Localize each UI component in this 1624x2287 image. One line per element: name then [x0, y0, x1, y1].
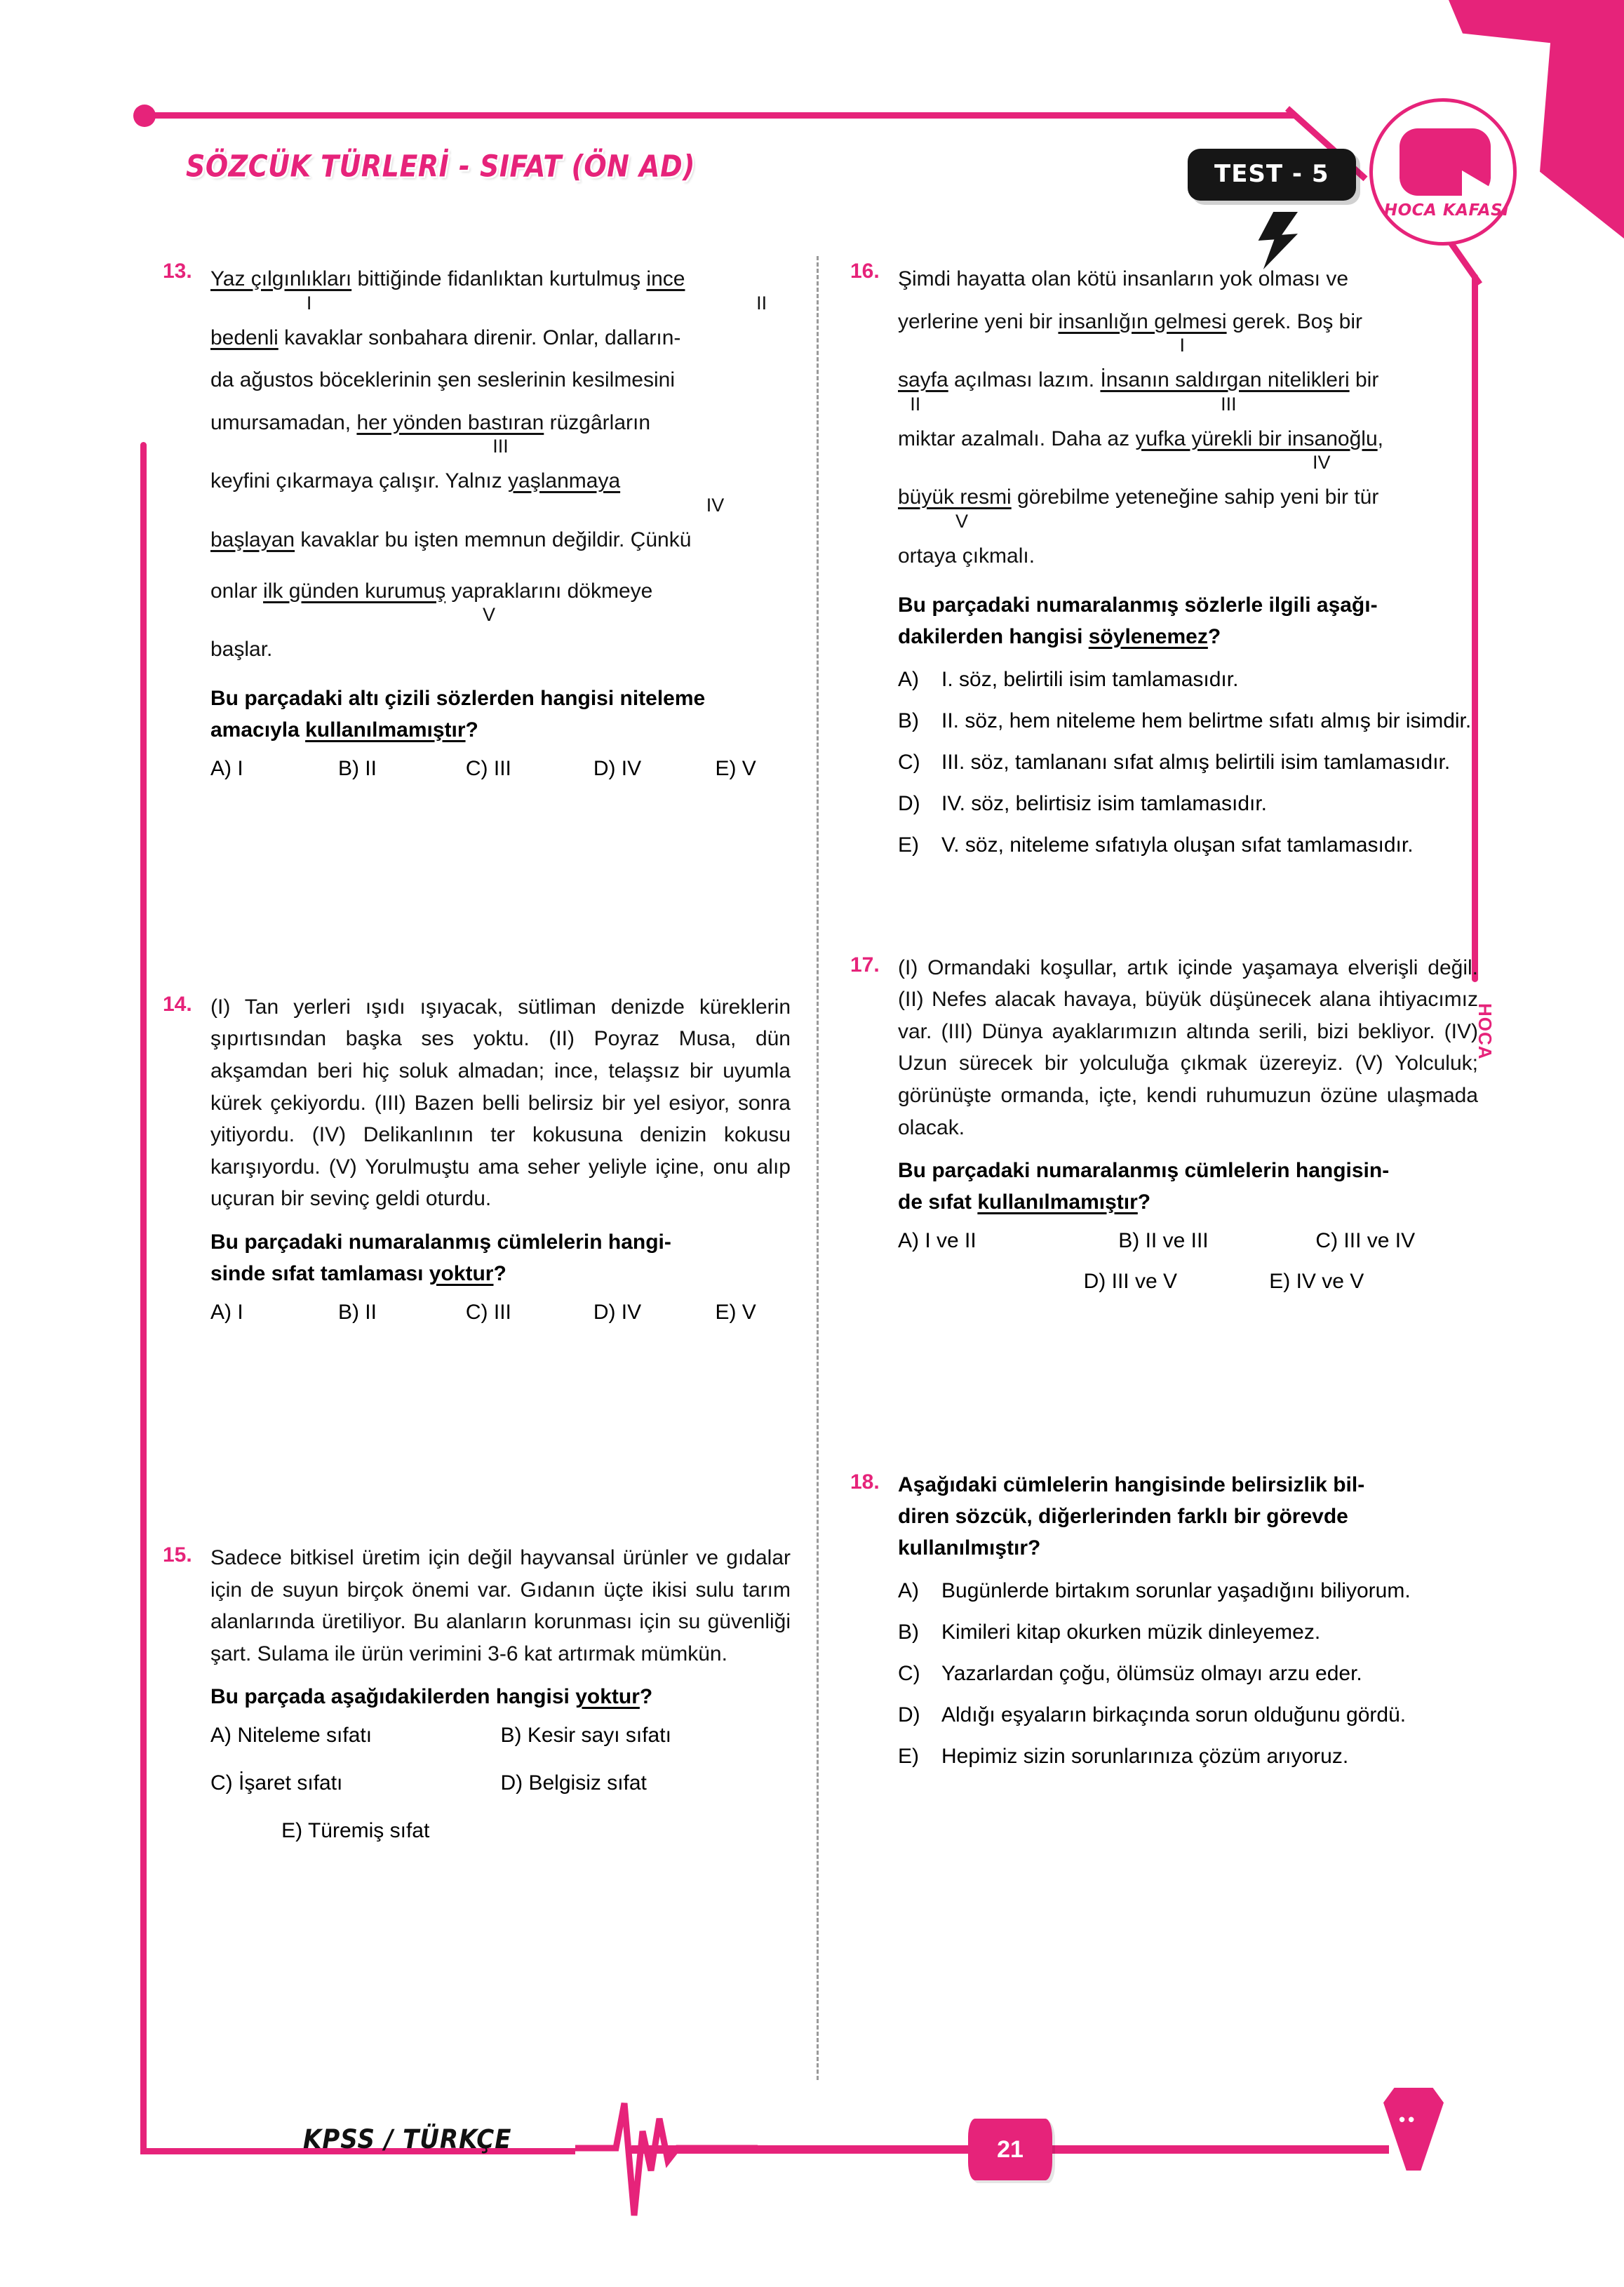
option-c[interactable]: C) İşaret sıfatı [210, 1771, 343, 1795]
answer-options [898, 1229, 1478, 1294]
option-key: B) [898, 709, 919, 732]
option-e[interactable]: E) V [715, 1300, 756, 1324]
option-b[interactable] [898, 1616, 1478, 1648]
option-text: Aldığı eşyaların birkaçında sorun olduğunu gördü. [941, 1703, 1407, 1727]
option-c[interactable]: C) III [465, 756, 511, 780]
option-e[interactable]: E) V [715, 756, 756, 780]
option-d[interactable]: D) Belgisiz sıfat [500, 1771, 647, 1795]
top-rule [145, 112, 1295, 119]
answer-options [210, 1301, 791, 1324]
question-stem: Aşağıdaki cümlelerin hangisinde belirsizlik bil- diren sözcük, diğerlerinden farklı bir görevde kullanılmıştır? [898, 1473, 1365, 1560]
test-badge: TEST - 5 [1188, 149, 1356, 201]
question-number: 15. [163, 1543, 192, 1567]
question-15 [163, 1542, 791, 1843]
option-text: Yazarlardan çoğu, ölümsüz olmayı arzu eder. [941, 1662, 1362, 1686]
brand-logo [1369, 98, 1517, 246]
question-paragraph: Sadece bitkisel üretim için değil hayvansal ürünler ve gıdalar için de suyun birçok önemi var. Gıdanın üçte ikisi sulu tarım alanlarında üretiliyor. Bu alanların korunması için su güvenliği şart. Sulama ile ürün verimini 3-6 kat artırmak mümkün. [210, 1545, 791, 1665]
question-16 [850, 258, 1478, 871]
option-key: D) [898, 1703, 920, 1727]
option-e[interactable] [898, 829, 1478, 861]
question-paragraph: Şimdi hayatta olan kötü insanların yok olması ve yerlerine yeni bir insanlığın gelmesi gerek. Boş bir I sayfa açılması lazım. İnsanın saldırgan nitelikleri bir II III miktar azalmalı. Daha az yufka yürekli bir insanoğlu, IV büyük resmi görebilme yeteneğine sahip yeni bir tür V ortaya çıkmalı. [898, 267, 1383, 568]
option-a[interactable] [898, 664, 1478, 695]
option-b[interactable]: B) Kesir sayı sıfatı [500, 1724, 671, 1748]
option-key: D) [898, 791, 920, 815]
question-number: 18. [850, 1470, 880, 1494]
option-d[interactable]: D) IV [593, 1300, 642, 1324]
option-text: Bugünlerde birtakım sorunlar yaşadığını biliyorum. [941, 1579, 1411, 1603]
right-column [850, 258, 1478, 1788]
question-number: 13. [163, 260, 192, 283]
option-text: I. söz, belirtili isim tamlamasıdır. [941, 667, 1239, 691]
side-brand-tag: HOCA [1475, 1003, 1496, 1060]
play-button-icon [1400, 128, 1491, 196]
answer-options [210, 1724, 791, 1843]
question-paragraph: (I) Tan yerleri ışıdı ışıyacak, sütliman denizde küreklerin şıpırtısından başka ses yoktu. (II) Poyraz Musa, dün akşamdan beri hiç soluk almadan; ince, telaşsız bir uyumla kürek çekiyordu. (III) Bazen belli belirsiz bir yel esiyor, sonra yitiyordu. (IV) Delikanlının ter kokusuna denizin kokusu karışıyordu. (V) Yorulmuştu ama seher yeliyle içine, onu alıp uçuran bir sevinç geldi oturdu. [210, 995, 791, 1211]
question-stem: Bu parçadaki numaralanmış cümlelerin hangi- sinde sıfat tamlaması yoktur? [210, 1230, 671, 1285]
footer-brand: KPSS / TÜRKÇE [303, 2124, 512, 2155]
brand-logo-label: HOCA KAFASI [1383, 201, 1510, 220]
question-stem: Bu parçadaki numaralanmış cümlelerin hangisin- de sıfat kullanılmamıştır? [898, 1159, 1390, 1214]
option-d[interactable] [898, 1699, 1478, 1731]
option-d[interactable]: D) III ve V [1083, 1270, 1177, 1294]
option-key: C) [898, 750, 920, 774]
question-18 [850, 1469, 1478, 1782]
question-13 [163, 258, 791, 781]
option-key: E) [898, 1745, 919, 1769]
option-b[interactable]: B) II [337, 756, 377, 780]
option-text: Hepimiz sizin sorunlarınıza çözüm arıyoruz. [941, 1745, 1349, 1769]
option-text: Kimileri kitap okurken müzik dinleyemez. [941, 1621, 1321, 1644]
answer-options [210, 757, 791, 781]
option-key: E) [898, 833, 919, 857]
question-number: 16. [850, 260, 880, 283]
option-text: II. söz, hem niteleme hem belirtme sıfatı almış bir isimdir. [941, 709, 1472, 732]
question-number: 14. [163, 992, 192, 1016]
option-text: V. söz, niteleme sıfatıyla oluşan sıfat tamlamasıdır. [941, 833, 1414, 857]
option-d[interactable] [898, 788, 1478, 819]
option-key: A) [898, 667, 919, 691]
option-a[interactable]: A) I [210, 756, 243, 780]
question-paragraph: (I) Ormandaki koşullar, artık içinde yaşamaya elverişli değil. (II) Nefes alacak havaya, büyük düşünecek alana ihtiyacımız var. (III) Dünya ayaklarımızın altında serili, bizi bekliyor. (IV) Uzun sürecek bir yolculuğa çıkmak üzereyiz. (V) Yolculuk; görünüşte ormanda, içte, kendi ruhumuzun özüne ulaşmada olacak. [898, 955, 1478, 1139]
question-stem: Bu parçadaki altı çizili sözlerden hangisi niteleme amacıyla kullanılmamıştır? [210, 686, 706, 742]
heartbeat-icon [575, 2098, 758, 2224]
option-c[interactable] [898, 746, 1478, 778]
answer-options [898, 1575, 1478, 1772]
option-c[interactable] [898, 1658, 1478, 1689]
option-d[interactable]: D) IV [593, 756, 642, 780]
question-stem: Bu parçada aşağıdakilerden hangisi yoktur? [210, 1685, 653, 1709]
option-key: C) [898, 1662, 920, 1686]
option-e[interactable]: E) IV ve V [1269, 1270, 1364, 1294]
option-c[interactable]: C) III ve IV [1315, 1229, 1416, 1253]
page-number-badge: 21 [968, 2119, 1052, 2180]
answer-options [898, 664, 1478, 861]
option-key: A) [898, 1579, 919, 1603]
option-a[interactable]: A) I ve II [898, 1229, 977, 1253]
option-a[interactable] [898, 1575, 1478, 1607]
option-a[interactable]: A) I [210, 1300, 243, 1324]
option-c[interactable]: C) III [465, 1300, 511, 1324]
option-b[interactable]: B) II ve III [1118, 1229, 1209, 1253]
question-17 [850, 952, 1478, 1294]
question-14 [163, 991, 791, 1324]
question-paragraph: Yaz çılgınlıkları bittiğinde fidanlıktan kurtulmuş ince I II bedenli kavaklar sonbahara direnir. Onlar, dalların- da ağustos böceklerinin şen seslerinin kesilmesini umursamadan, her yönden bastıran rüzgârların III keyfini çıkarmaya çalışır. Yalnız yaşlanmaya IV başlayan kavaklar bu işten memnun değildir. Çünkü onlar ilk günden kurumuş yapraklarını dökmeye V başlar. [210, 267, 767, 662]
page-title: SÖZCÜK TÜRLERİ - SIFAT (ÖN AD) [186, 149, 695, 184]
left-column [163, 258, 791, 1849]
option-e[interactable] [898, 1741, 1478, 1772]
option-b[interactable] [898, 705, 1478, 737]
option-text: IV. söz, belirtisiz isim tamlamasıdır. [941, 791, 1268, 815]
question-stem: Bu parçadaki numaralanmış sözlerle ilgili aşağı- dakilerden hangisi söylenemez? [898, 593, 1378, 648]
column-divider [817, 256, 819, 2080]
option-key: B) [898, 1621, 919, 1644]
pencil-eyes-icon: •• [1399, 2109, 1418, 2130]
option-text: III. söz, tamlananı sıfat almış belirtili isim tamlamasıdır. [941, 750, 1451, 774]
question-number: 17. [850, 953, 880, 977]
option-e[interactable]: E) Türemiş sıfat [281, 1819, 430, 1843]
option-b[interactable]: B) II [337, 1300, 377, 1324]
left-border-rule [140, 442, 147, 2154]
option-a[interactable]: A) Niteleme sıfatı [210, 1724, 373, 1748]
